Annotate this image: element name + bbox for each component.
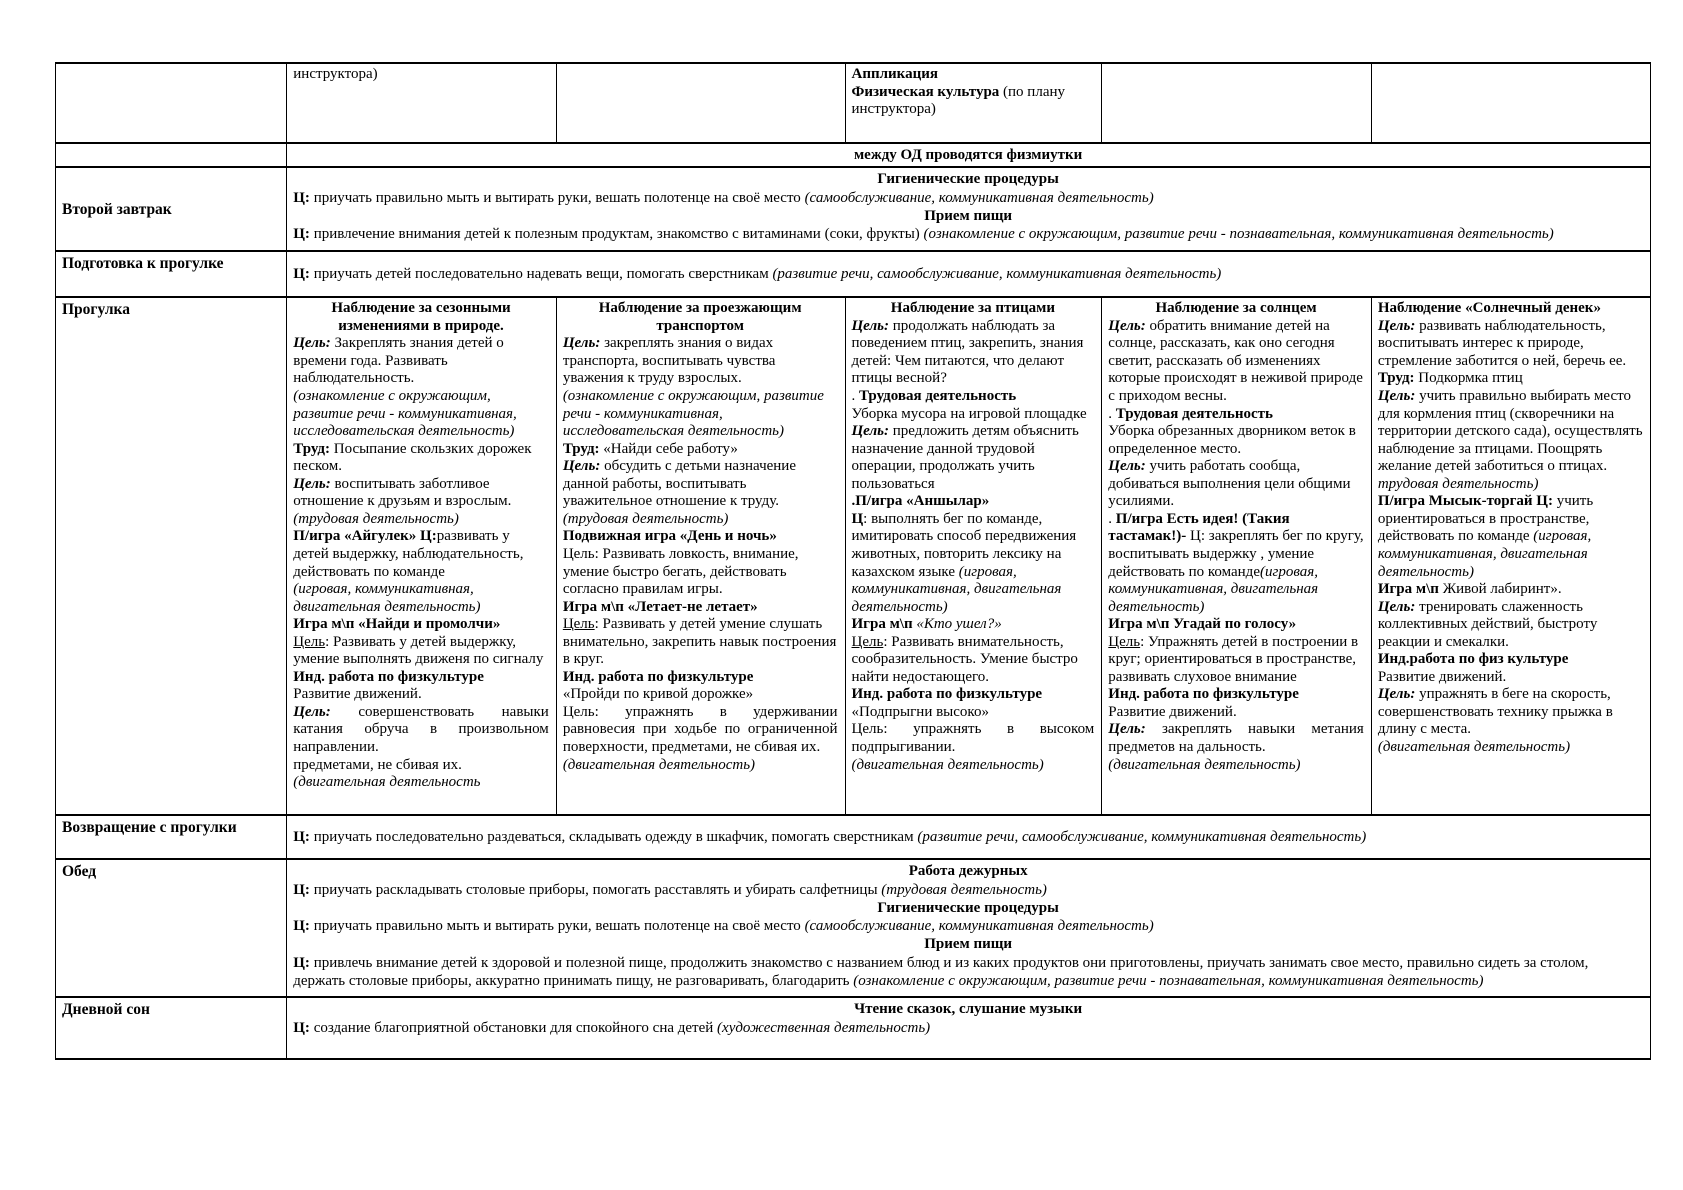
paragraph xyxy=(62,255,282,273)
paragraph xyxy=(293,757,549,775)
row-label-walk-prep xyxy=(56,251,287,297)
text-run: Цель xyxy=(562,616,595,633)
cell-continuation-5 xyxy=(1371,63,1650,143)
text-run: Цель xyxy=(1108,633,1141,650)
paragraph xyxy=(293,170,1643,188)
row-label-second-breakfast xyxy=(56,167,287,251)
text-run: (ознакомление с окружающим, развитие речи - коммуникативная, исследовательская деятельность) xyxy=(562,388,824,440)
paragraph xyxy=(852,388,1095,406)
cell-walk-4 xyxy=(1102,297,1372,815)
paragraph xyxy=(852,493,1095,511)
text-run: Наблюдение за сезонными изменениями в природе. xyxy=(331,300,511,334)
text-run: : Упражнять детей в построении в круг; ориентироваться в пространстве, развивать слуховое внимание xyxy=(1108,633,1359,685)
paragraph xyxy=(293,828,1643,846)
text-run: (развитие речи, самообслуживание, коммуникативная деятельность) xyxy=(917,829,1367,846)
paragraph xyxy=(1108,458,1364,511)
text-run: Живой лабиринт». xyxy=(1438,581,1562,598)
text-run: Инд.работа по физ культуре xyxy=(1377,651,1569,668)
text-run: Обед xyxy=(62,863,97,881)
text-run: Развитие движений. xyxy=(1377,668,1507,685)
paragraph xyxy=(293,899,1643,917)
text-run: (игровая, коммуникативная, двигательная деятельность) xyxy=(851,563,1062,615)
cell-continuation-4 xyxy=(1102,63,1372,143)
text-run: Ц: xyxy=(293,266,310,283)
text-run: . xyxy=(1108,405,1116,422)
text-run: Цель xyxy=(851,633,884,650)
paragraph xyxy=(1378,300,1643,318)
paragraph xyxy=(293,441,549,476)
paragraph xyxy=(1378,599,1643,652)
text-run: Цель: xyxy=(851,423,889,440)
paragraph xyxy=(563,616,838,669)
text-run: (двигательная деятельность) xyxy=(851,756,1044,773)
cell-walk-1 xyxy=(287,297,557,815)
text-run: Ц: xyxy=(293,1019,310,1036)
paragraph xyxy=(852,318,1095,388)
text-run: Подкормка птиц xyxy=(1414,370,1523,387)
text-run: Ц: xyxy=(293,918,310,935)
text-run: : выполнять бег по команде, имитировать способ передвижения животных, повторить лексику на казахском языке xyxy=(851,510,1077,580)
text-run: Развитие движений. xyxy=(293,686,422,703)
paragraph xyxy=(293,300,549,335)
text-run: учить правильно выбирать место для кормления птиц (скворечники на территории детского сада), осуществлять наблюдение за птицами. Поощрять желание детей заботиться о птицах. xyxy=(1377,388,1643,475)
paragraph xyxy=(563,757,838,775)
paragraph xyxy=(293,862,1643,880)
cell-walk-5 xyxy=(1371,297,1650,815)
text-run: Цель: xyxy=(562,458,601,475)
table-row-walk-prep xyxy=(56,251,1651,297)
text-run: (двигательная деятельность) xyxy=(1377,738,1571,755)
cell-walk-2 xyxy=(556,297,845,815)
cell-walk-prep-1 xyxy=(287,251,1651,297)
text-run: между ОД проводятся физмиутки xyxy=(853,147,1083,163)
paragraph xyxy=(852,634,1095,687)
paragraph xyxy=(293,1000,1643,1018)
paragraph xyxy=(1378,388,1643,476)
text-run: Цель: xyxy=(293,703,331,720)
paragraph xyxy=(293,917,1643,935)
text-run: закреплять навыки метания предметов на дальность. xyxy=(1108,721,1364,755)
paragraph xyxy=(852,686,1095,704)
text-run: предметами, не сбивая их. xyxy=(293,756,462,773)
text-run: (двигательная деятельность xyxy=(293,774,481,791)
paragraph xyxy=(852,84,1095,119)
text-run: (двигательная деятельность) xyxy=(1108,756,1301,773)
text-run: Цель: xyxy=(1377,686,1416,703)
paragraph xyxy=(852,511,1095,616)
text-run: .П/игра «Аншылар» xyxy=(851,493,990,510)
text-run: (трудовая деятельность) xyxy=(881,881,1047,898)
text-run: : Развивать внимательность, сообразительность. Умение быстро найти недостающего. xyxy=(851,633,1078,685)
text-run: закреплять знания о видах транспорта, воспитывать чувства уважения к труду взрослых. xyxy=(562,335,776,387)
paragraph xyxy=(1108,406,1364,424)
text-run: развивать у детей выдержку, наблюдательность, действовать по команде xyxy=(293,528,524,580)
text-run: (игровая, коммуникативная, двигательная деятельность) xyxy=(1377,528,1592,580)
text-run: Цель: xyxy=(1377,317,1416,334)
text-run: Уборка мусора на игровой площадке xyxy=(851,405,1087,422)
paragraph xyxy=(563,528,838,546)
text-run: упражнять в беге на скорость, совершенствовать технику прыжка в длину с места. xyxy=(1377,686,1613,738)
paragraph xyxy=(293,704,549,757)
text-run: Чтение сказок, слушание музыки xyxy=(854,1001,1083,1018)
text-run: (самообслуживание, коммуникативная деятельность) xyxy=(804,189,1154,206)
text-run: : Развивать у детей умение слушать внимательно, закрепить навык построения в круг. xyxy=(562,616,837,668)
paragraph xyxy=(1108,300,1364,318)
paragraph xyxy=(293,511,549,529)
paragraph xyxy=(293,476,549,511)
text-run: Гигиенические процедуры xyxy=(877,899,1059,916)
paragraph xyxy=(293,954,1643,991)
text-run: привлечение внимания детей к полезным продуктам, знакомство с витаминами (соки, фрукты) xyxy=(309,226,924,243)
text-run: П/игра Мысык-торгай Ц: xyxy=(1377,493,1553,510)
text-run: Цель xyxy=(293,633,326,650)
table-row-second-breakfast xyxy=(56,167,1651,251)
text-run: Цель: xyxy=(1108,317,1146,334)
text-run: П/игра Есть идея! (Такия тастамак!)- xyxy=(1108,510,1290,545)
paragraph xyxy=(293,388,549,441)
text-run: Уборка обрезанных дворником веток в определенное место. xyxy=(1108,423,1356,457)
text-run: (двигательная деятельность) xyxy=(562,756,756,773)
paragraph xyxy=(1378,669,1643,687)
paragraph xyxy=(293,335,549,388)
paragraph xyxy=(563,669,838,687)
paragraph xyxy=(1108,721,1364,756)
text-run: «Подпрыгни высоко» xyxy=(851,703,989,720)
text-run: Трудовая деятельность xyxy=(1115,405,1273,422)
paragraph xyxy=(1108,757,1364,775)
text-run: Инд. работа по физкультуре xyxy=(1108,686,1299,703)
paragraph xyxy=(563,458,838,511)
table-row-return-from-walk xyxy=(56,815,1651,859)
paragraph xyxy=(62,863,282,881)
text-run: Цель: xyxy=(1377,598,1416,615)
paragraph xyxy=(563,686,838,704)
text-run: Труд: xyxy=(293,440,330,457)
paragraph xyxy=(62,1001,282,1019)
text-run: учить работать сообща, добиваться выполнения цели общими усилиями. xyxy=(1108,458,1351,510)
schedule-table-body xyxy=(56,63,1651,1059)
paragraph xyxy=(852,616,1095,634)
text-run: Игра м\п «Найди и промолчи» xyxy=(293,616,501,633)
text-run: учить ориентироваться в пространстве, действовать по команде xyxy=(1377,493,1594,545)
text-run: Физическая культура xyxy=(851,83,1004,100)
text-run: Работа дежурных xyxy=(908,863,1028,880)
paragraph xyxy=(293,1019,1643,1037)
paragraph xyxy=(293,935,1643,953)
text-run: : Развивать у детей выдержку, умение выполнять движеня по сигналу xyxy=(293,633,544,668)
text-run: Прогулка xyxy=(62,301,130,319)
text-run: Подготовка к прогулке xyxy=(62,255,224,273)
paragraph xyxy=(563,546,838,599)
paragraph xyxy=(1378,739,1643,757)
text-run: Цель: xyxy=(1108,458,1146,475)
text-run: Цель: xyxy=(1377,388,1416,405)
row-label-continuation xyxy=(56,63,287,143)
text-run: приучать детей последовательно надевать вещи, помогать сверстникам xyxy=(309,266,773,283)
row-label-fizminutki xyxy=(56,143,287,167)
paragraph xyxy=(293,881,1643,899)
paragraph xyxy=(62,819,282,837)
row-label-return-from-walk xyxy=(56,815,287,859)
cell-nap-1 xyxy=(287,997,1651,1059)
text-run: Цель: Развивать ловкость, внимание, умение быстро бегать, действовать согласно правилам игры. xyxy=(562,545,799,598)
paragraph xyxy=(1108,704,1364,722)
paragraph xyxy=(293,616,549,634)
text-run: (художественная деятельность) xyxy=(717,1019,931,1036)
text-run: Прием пищи xyxy=(924,936,1013,953)
text-run: создание благоприятной обстановки для спокойного сна детей xyxy=(309,1019,718,1036)
paragraph xyxy=(293,669,549,687)
paragraph xyxy=(293,581,549,616)
text-run: приучать правильно мыть и вытирать руки, вешать полотенце на своё место xyxy=(309,918,805,935)
text-run: Труд: xyxy=(1377,370,1415,387)
paragraph xyxy=(1378,493,1643,581)
paragraph xyxy=(293,686,549,704)
table-row-lunch xyxy=(56,859,1651,997)
text-run: Подвижная игра «День и ночь» xyxy=(562,528,777,545)
text-run: Аппликация xyxy=(851,66,938,82)
text-run: Инд. работа по физкультуре xyxy=(851,686,1043,703)
text-run: «Найди себе работу» xyxy=(599,440,738,457)
text-run: Ц: xyxy=(293,226,310,243)
paragraph xyxy=(852,300,1095,318)
text-run: Игра м\п xyxy=(851,616,913,633)
text-run: Цель: упражнять в высоком подпрыгивании. xyxy=(851,721,1095,755)
paragraph xyxy=(293,774,549,792)
text-run: Труд: xyxy=(562,440,600,457)
text-run: Ц: xyxy=(293,189,310,206)
paragraph xyxy=(293,225,1643,243)
text-run: тренировать слаженность коллективных действий, быстроту реакции и смекалки. xyxy=(1377,598,1598,650)
text-run: (самообслуживание, коммуникативная деятельность) xyxy=(804,918,1154,935)
text-run: приучать раскладывать столовые приборы, помогать расставлять и убирать салфетницы xyxy=(309,881,882,898)
paragraph xyxy=(563,599,838,617)
paragraph xyxy=(293,146,1643,164)
paragraph xyxy=(1378,581,1643,599)
text-run: . xyxy=(851,388,859,405)
text-run: инструктора) xyxy=(293,66,378,82)
paragraph xyxy=(293,189,1643,207)
text-run: развивать наблюдательность, воспитывать интерес к природе, стремление заботится о ней, беречь ее. xyxy=(1377,317,1627,369)
paragraph xyxy=(563,511,838,529)
text-run: Посыпание скользких дорожек песком. xyxy=(293,440,532,475)
cell-continuation-1 xyxy=(287,63,557,143)
table-row-fizminutki xyxy=(56,143,1651,167)
text-run: Инд. работа по физкультуре xyxy=(293,668,484,685)
cell-continuation-3 xyxy=(845,63,1102,143)
text-run: Прием пищи xyxy=(924,207,1013,224)
text-run: Цель: xyxy=(562,335,601,352)
text-run: воспитывать заботливое отношение к друзьям и взрослым. xyxy=(293,475,512,510)
paragraph xyxy=(852,66,1095,84)
text-run: П/игра «Айгулек» Ц: xyxy=(293,528,437,545)
paragraph xyxy=(1108,686,1364,704)
paragraph xyxy=(1108,634,1364,687)
text-run: Игра м\п «Летает-не летает» xyxy=(562,598,758,615)
cell-continuation-2 xyxy=(556,63,845,143)
text-run: Цель: xyxy=(1108,721,1146,738)
text-run: продолжать наблюдать за поведением птиц, закрепить, знания детей: Чем питаются, что делают птицы весной? xyxy=(851,317,1084,387)
text-run: Ц: xyxy=(293,881,310,898)
paragraph xyxy=(563,704,838,757)
paragraph xyxy=(293,66,549,84)
text-run: привлечь внимание детей к здоровой и полезной пище, продолжить знакомство с названием блюд и из каких продуктов они приготовлены, приучать занимать свое место, правильно сидеть за столом, держать столовые приборы, аккуратно принимать пищу, не разговаривать, благодарить xyxy=(293,954,1589,990)
paragraph xyxy=(293,207,1643,225)
text-run: . xyxy=(1108,510,1116,527)
text-run: Цель: xyxy=(851,317,889,334)
paragraph xyxy=(852,704,1095,722)
paragraph xyxy=(1378,686,1643,739)
cell-return-from-walk-1 xyxy=(287,815,1651,859)
text-run: приучать последовательно раздеваться, складывать одежду в шкафчик, помогать сверстникам xyxy=(309,829,918,846)
text-run: Ц xyxy=(851,510,864,527)
table-row-nap xyxy=(56,997,1651,1059)
paragraph xyxy=(1378,476,1643,494)
text-run: (по плану инструктора) xyxy=(851,83,1066,118)
paragraph xyxy=(1108,423,1364,458)
paragraph xyxy=(563,300,838,335)
text-run: Цель: xyxy=(293,475,331,492)
text-run: Игра м\п xyxy=(1377,581,1439,598)
paragraph xyxy=(62,301,282,319)
text-run: Дневной сон xyxy=(62,1001,150,1019)
text-run: (ознакомление с окружающим, развитие речи - познавательная, коммуникативная деятельность) xyxy=(853,973,1484,990)
text-run: Закреплять знания детей о времени года. Развивать наблюдательность. xyxy=(293,335,504,387)
cell-lunch-1 xyxy=(287,859,1651,997)
text-run: обсудить с детьми назначение данной работы, воспитывать уважительное отношение к труду. xyxy=(562,458,796,510)
table-row-continuation xyxy=(56,63,1651,143)
row-label-lunch xyxy=(56,859,287,997)
paragraph xyxy=(1378,370,1643,388)
text-run: Гигиенические процедуры xyxy=(877,171,1059,188)
paragraph xyxy=(62,201,282,219)
paragraph xyxy=(293,528,549,581)
paragraph xyxy=(293,265,1643,283)
text-run: Наблюдение за солнцем xyxy=(1155,300,1317,317)
paragraph xyxy=(293,634,549,669)
text-run: (трудовая деятельность) xyxy=(562,510,729,527)
text-run: Трудовая деятельность xyxy=(859,388,1017,405)
paragraph xyxy=(1378,318,1643,371)
paragraph xyxy=(852,721,1095,756)
cell-walk-3 xyxy=(845,297,1102,815)
text-run: Ц: xyxy=(293,954,310,971)
paragraph xyxy=(852,423,1095,493)
text-run: совершенствовать навыки катания обруча в произвольном направлении. xyxy=(293,703,549,755)
text-run: Цель: xyxy=(293,335,331,352)
text-run: приучать правильно мыть и вытирать руки, вешать полотенце на своё место xyxy=(309,189,805,206)
text-run: Наблюдение «Солнечный денек» xyxy=(1377,300,1601,317)
table-row-walk xyxy=(56,297,1651,815)
text-run: Ц: закреплять бег по кругу, воспитывать выдержку , умение действовать по команде xyxy=(1108,528,1364,580)
row-label-walk xyxy=(56,297,287,815)
text-run: (ознакомление с окружающим, развитие речи - коммуникативная, исследовательская деятельность) xyxy=(293,388,517,440)
text-run: Возвращение с прогулки xyxy=(62,819,237,837)
text-run: (трудовая деятельность) xyxy=(293,510,459,527)
paragraph xyxy=(1108,318,1364,406)
text-run: Инд. работа по физкультуре xyxy=(562,668,754,685)
paragraph xyxy=(563,335,838,388)
text-run: «Кто ушел?» xyxy=(912,616,1002,633)
text-run: «Пройди по кривой дорожке» xyxy=(562,686,754,703)
text-run: трудовая деятельность) xyxy=(1377,475,1539,492)
text-run: Развитие движений. xyxy=(1108,703,1237,720)
text-run: (игровая, коммуникативная, двигательная деятельность) xyxy=(1108,563,1319,615)
text-run: (игровая, коммуникативная, двигательная деятельность) xyxy=(293,581,481,615)
text-run: Второй завтрак xyxy=(62,200,172,218)
text-run: обратить внимание детей на солнце, рассказать, как оно сегодня светит, рассказать об изменениях которые происходят в неживой природе с приходом весны. xyxy=(1108,317,1363,405)
paragraph xyxy=(563,441,838,459)
text-run: Наблюдение за птицами xyxy=(890,300,1055,317)
daily-schedule-table xyxy=(55,62,1651,1060)
paragraph xyxy=(1108,616,1364,634)
cell-second-breakfast-1 xyxy=(287,167,1651,251)
paragraph xyxy=(852,757,1095,775)
cell-fizminutki-1 xyxy=(287,143,1651,167)
text-run: (развитие речи, самообслуживание, коммуникативная деятельность) xyxy=(772,266,1222,283)
paragraph xyxy=(852,406,1095,424)
paragraph xyxy=(563,388,838,441)
text-run: Наблюдение за проезжающим транспортом xyxy=(598,300,802,334)
text-run: Цель: упражнять в удерживании равновесия при ходьбе по ограниченной поверхности, предметами, не сбивая их. xyxy=(562,703,838,755)
paragraph xyxy=(1108,511,1364,616)
paragraph xyxy=(1378,651,1643,669)
text-run: Игра м\п Угадай по голосу» xyxy=(1108,616,1297,633)
text-run: (ознакомление с окружающим, развитие речи - познавательная, коммуникативная деятельность) xyxy=(923,226,1554,243)
row-label-nap xyxy=(56,997,287,1059)
text-run: Ц: xyxy=(293,829,310,846)
text-run: предложить детям объяснить назначение данной трудовой операции, продолжать учить пользоваться xyxy=(851,423,1079,492)
